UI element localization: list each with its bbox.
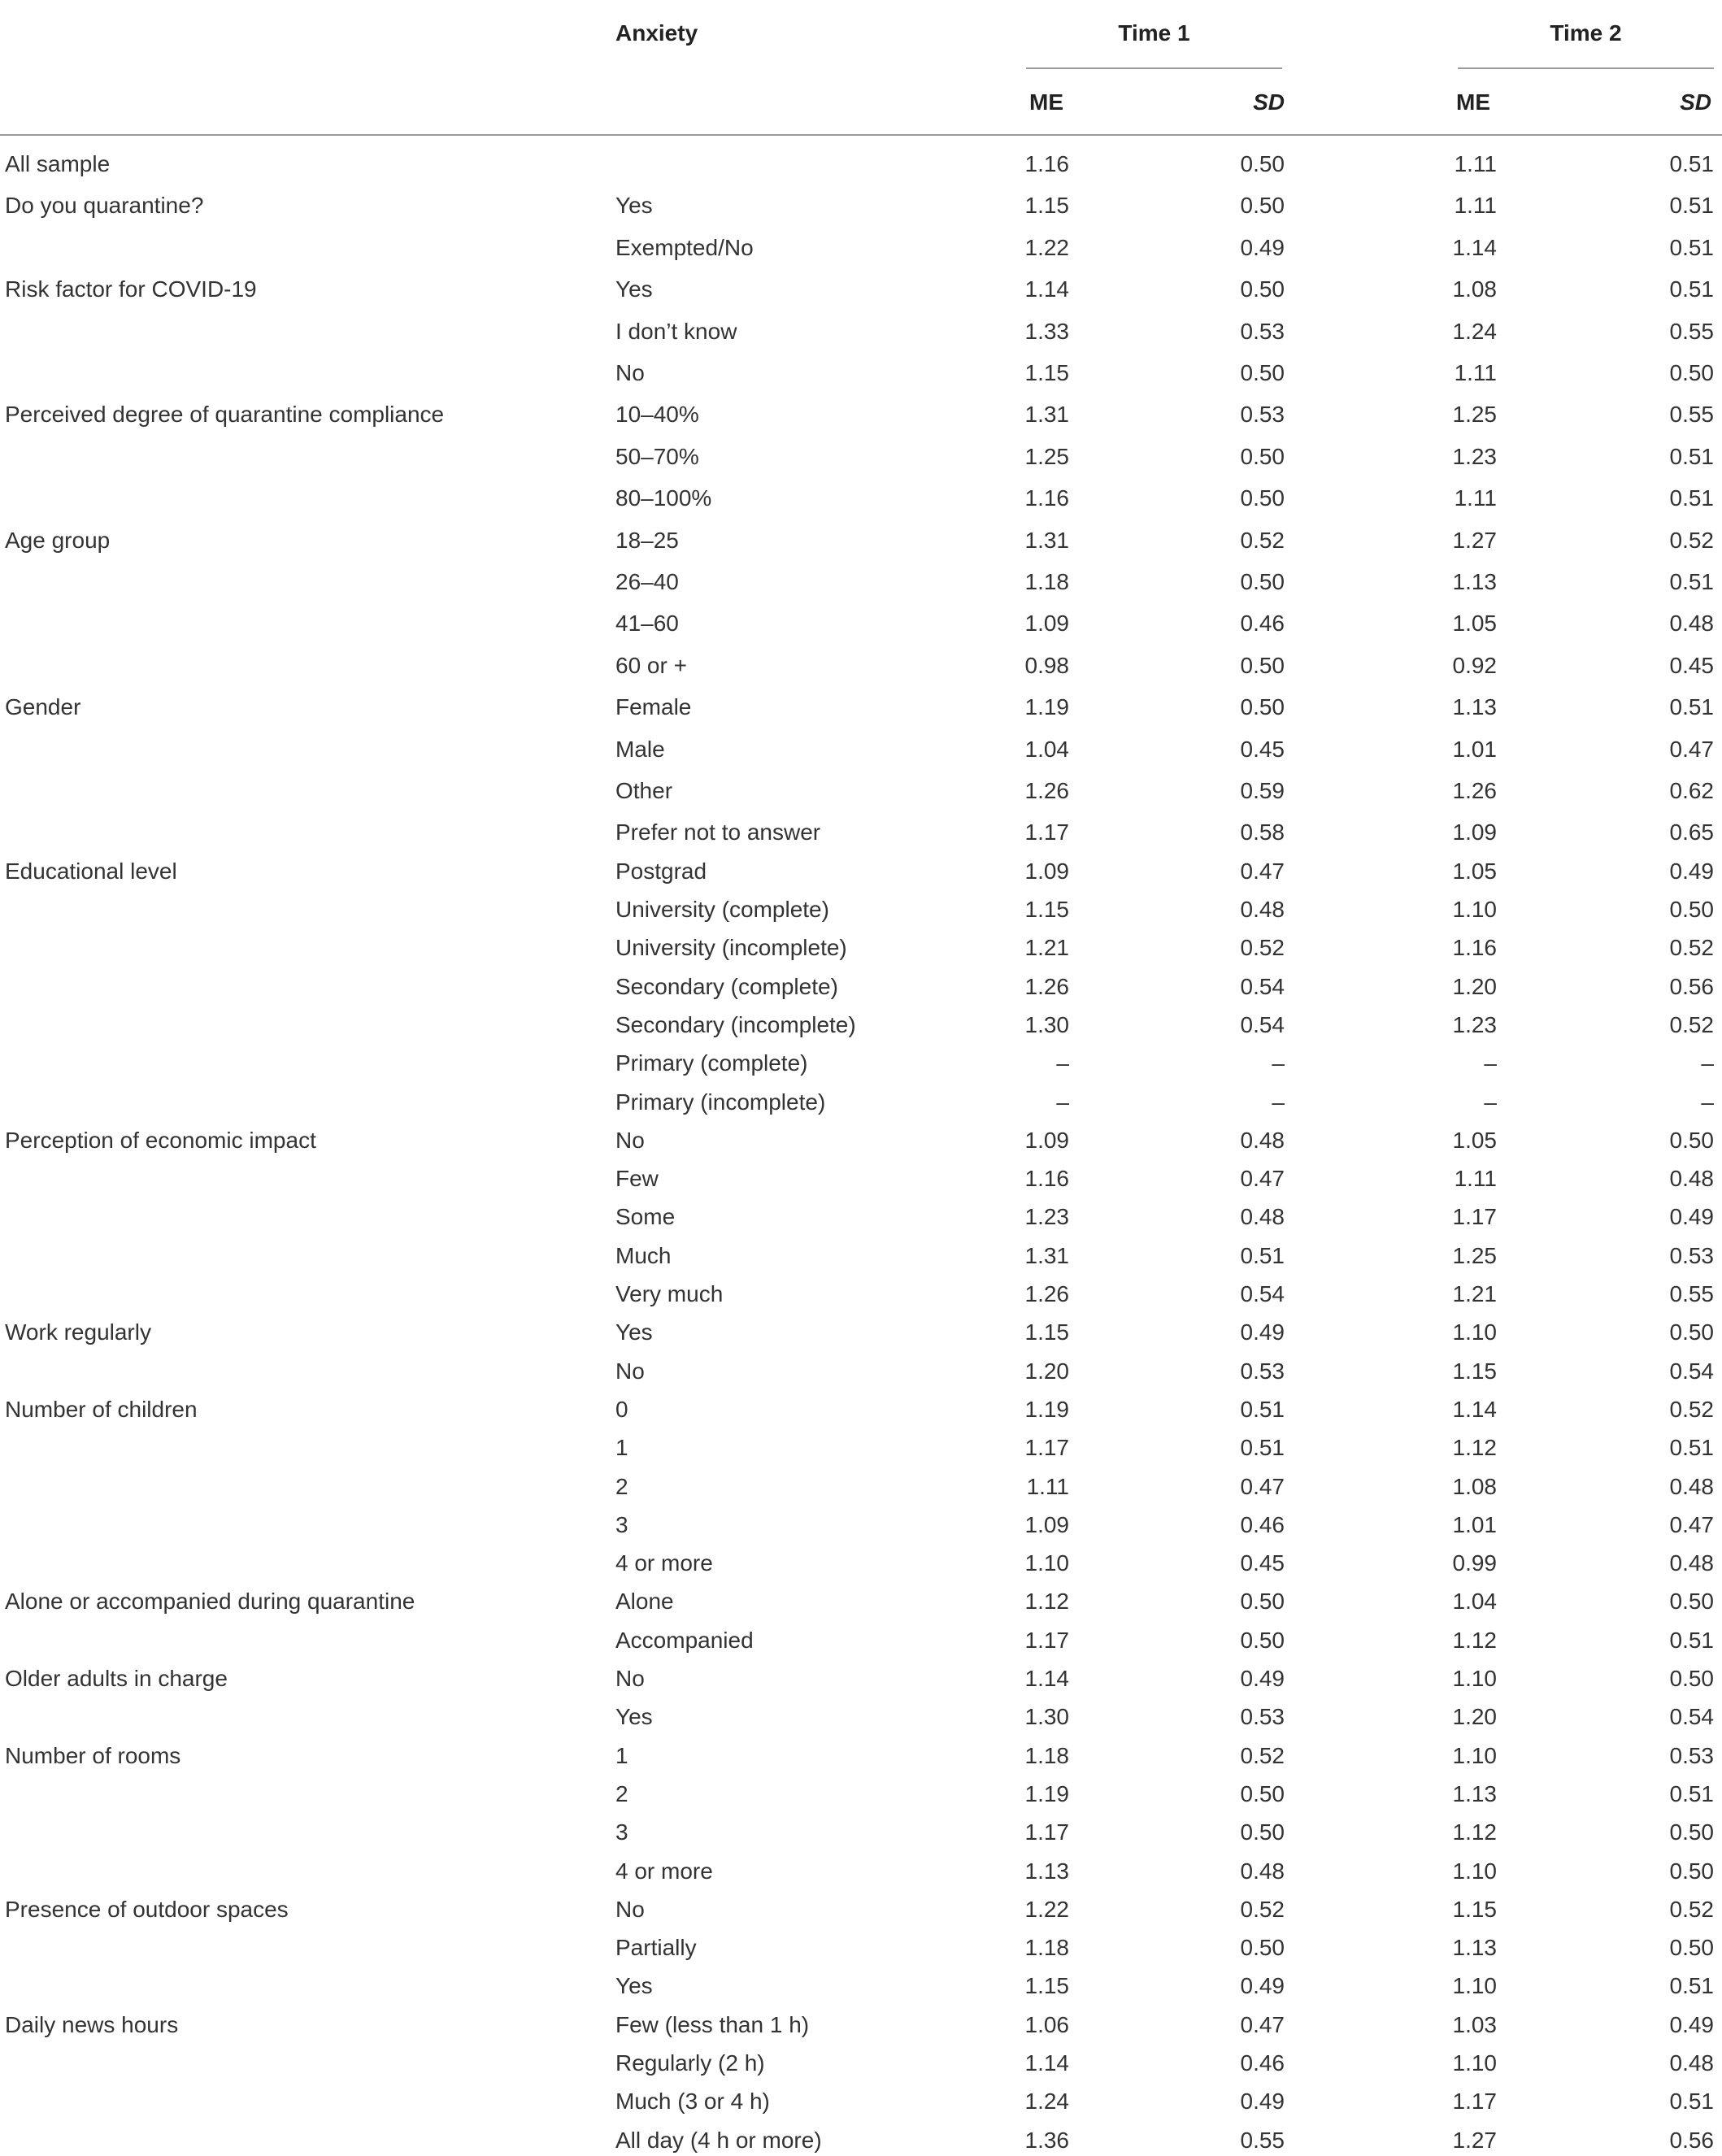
time1-me-cell: 1.19 [1024,694,1069,719]
time1-sd-cell: 0.51 [1240,1397,1285,1422]
time2-me-cell: 1.01 [1452,737,1497,762]
time2-me-cell: 1.17 [1452,1204,1497,1229]
time2-me-cell: 1.09 [1452,819,1497,845]
time1-sd-cell: 0.59 [1240,778,1285,803]
time1-sd-cell: 0.48 [1240,1858,1285,1884]
category-cell: No [615,360,645,385]
time1-me-cell: 1.06 [1024,2012,1069,2037]
variable-cell: Risk factor for COVID-19 [5,276,257,302]
time1-me-cell: 1.24 [1024,2089,1069,2114]
variable-cell: Older adults in charge [5,1666,228,1691]
category-cell: Female [615,694,692,719]
time1-me-cell: 1.17 [1024,819,1069,845]
time2-sd-cell: 0.50 [1669,1128,1714,1153]
time2-sd-cell: 0.53 [1669,1743,1714,1768]
time2-sd-cell: 0.49 [1669,2012,1714,2037]
time2-me-cell: 1.12 [1452,1628,1497,1653]
time1-sd-cell: 0.50 [1240,360,1285,385]
time1-sd-cell: 0.54 [1240,1281,1285,1306]
time2-sd-cell: 0.52 [1669,1897,1714,1922]
time1-me-cell: 1.15 [1024,897,1069,922]
category-cell: 10–40% [615,402,699,427]
time1-sd-cell: 0.50 [1240,569,1285,594]
time2-sd-cell: 0.48 [1669,1166,1714,1191]
time1-me-cell: 0.98 [1024,653,1069,678]
time1-me-cell: 1.14 [1024,276,1069,302]
time2-me-cell: 1.25 [1452,1243,1497,1268]
header-time1: Time 1 [1118,20,1190,46]
time1-me-cell: 1.31 [1024,528,1069,553]
time2-sd-cell: 0.55 [1669,319,1714,344]
variable-cell: Perception of economic impact [5,1128,316,1153]
time1-sd-cell: 0.53 [1240,1358,1285,1384]
category-cell: 1 [615,1743,628,1768]
time2-sd-cell: 0.65 [1669,819,1714,845]
category-cell: 80–100% [615,485,712,511]
time1-sd-cell: 0.58 [1240,819,1285,845]
header-time2-me: ME [1456,89,1490,115]
time1-me-cell: 1.23 [1024,1204,1069,1229]
time1-me-cell: 1.16 [1024,485,1069,511]
time1-sd-cell: 0.49 [1240,1666,1285,1691]
variable-cell: Educational level [5,858,177,884]
category-cell: Male [615,737,665,762]
time1-me-cell: 1.33 [1024,319,1069,344]
time2-me-cell: 1.11 [1454,151,1497,176]
time1-me-cell: 1.20 [1024,1358,1069,1384]
time2-underline [1458,67,1714,69]
time2-me-cell: 1.05 [1452,1128,1497,1153]
time1-sd-cell: 0.49 [1240,1973,1285,1998]
time1-sd-cell: 0.50 [1240,653,1285,678]
category-cell: 3 [615,1512,628,1537]
time1-sd-cell: 0.45 [1240,1550,1285,1576]
category-cell: Prefer not to answer [615,819,821,845]
time1-me-cell: – [1056,1089,1069,1115]
time1-me-cell: – [1056,1050,1069,1076]
time1-sd-cell: 0.50 [1240,444,1285,469]
category-cell: 0 [615,1397,628,1422]
time2-sd-cell: 0.50 [1669,360,1714,385]
category-cell: No [615,1128,645,1153]
time1-sd-cell: 0.53 [1240,1704,1285,1729]
category-cell: Primary (complete) [615,1050,808,1076]
category-cell: 41–60 [615,611,679,636]
time1-sd-cell: 0.46 [1240,1512,1285,1537]
variable-cell: Alone or accompanied during quarantine [5,1589,415,1614]
time1-me-cell: 1.16 [1024,151,1069,176]
time2-me-cell: 1.10 [1452,1858,1497,1884]
variable-cell: Number of rooms [5,1743,181,1768]
header-time2: Time 2 [1550,20,1622,46]
time2-me-cell: 1.12 [1452,1435,1497,1460]
time2-sd-cell: 0.50 [1669,1935,1714,1960]
variable-cell: Number of children [5,1397,198,1422]
time2-me-cell: 1.11 [1454,485,1497,511]
category-cell: 4 or more [615,1858,713,1884]
time2-me-cell: 1.10 [1452,897,1497,922]
category-cell: Yes [615,276,653,302]
time2-me-cell: 1.08 [1452,1474,1497,1499]
category-cell: Some [615,1204,676,1229]
time2-me-cell: 1.20 [1452,974,1497,999]
time2-sd-cell: 0.56 [1669,974,1714,999]
category-cell: 4 or more [615,1550,713,1576]
time2-me-cell: 1.15 [1452,1358,1497,1384]
time1-sd-cell: 0.52 [1240,935,1285,960]
time2-me-cell: 1.05 [1452,858,1497,884]
time1-me-cell: 1.22 [1024,235,1069,260]
time2-me-cell: 1.23 [1452,444,1497,469]
time1-me-cell: 1.14 [1024,2050,1069,2076]
time2-sd-cell: 0.62 [1669,778,1714,803]
time2-me-cell: 1.14 [1452,1397,1497,1422]
time1-me-cell: 1.14 [1024,1666,1069,1691]
time1-me-cell: 1.09 [1024,611,1069,636]
time2-sd-cell: 0.51 [1669,485,1714,511]
category-cell: 60 or + [615,653,687,678]
category-cell: University (complete) [615,897,829,922]
variable-cell: Work regularly [5,1319,151,1345]
time2-sd-cell: 0.55 [1669,402,1714,427]
time2-me-cell: 1.11 [1454,360,1497,385]
category-cell: Partially [615,1935,697,1960]
time2-me-cell: 1.11 [1454,1166,1497,1191]
time1-me-cell: 1.21 [1024,935,1069,960]
time2-me-cell: 1.25 [1452,402,1497,427]
time1-me-cell: 1.18 [1024,569,1069,594]
category-cell: 1 [615,1435,628,1460]
time2-sd-cell: 0.53 [1669,1243,1714,1268]
time1-sd-cell: 0.50 [1240,151,1285,176]
time1-sd-cell: 0.53 [1240,402,1285,427]
variable-cell: Daily news hours [5,2012,179,2037]
time2-sd-cell: 0.51 [1669,694,1714,719]
time2-me-cell: 1.05 [1452,611,1497,636]
time1-sd-cell: 0.52 [1240,1897,1285,1922]
time1-sd-cell: 0.48 [1240,1128,1285,1153]
time2-sd-cell: 0.51 [1669,235,1714,260]
time1-me-cell: 1.36 [1024,2128,1069,2153]
variable-cell: Do you quarantine? [5,193,204,218]
time2-sd-cell: 0.52 [1669,1397,1714,1422]
time2-sd-cell: 0.48 [1669,1550,1714,1576]
time2-sd-cell: 0.51 [1669,569,1714,594]
time2-me-cell: 1.10 [1452,1743,1497,1768]
time1-sd-cell: 0.50 [1240,1589,1285,1614]
time2-sd-cell: 0.54 [1669,1358,1714,1384]
time2-sd-cell: 0.51 [1669,1628,1714,1653]
time2-me-cell: 1.23 [1452,1012,1497,1037]
category-cell: Much [615,1243,672,1268]
time1-sd-cell: 0.50 [1240,193,1285,218]
time1-me-cell: 1.17 [1024,1819,1069,1845]
time2-sd-cell: 0.51 [1669,1435,1714,1460]
time2-me-cell: 1.10 [1452,1973,1497,1998]
category-cell: Yes [615,1704,653,1729]
time1-me-cell: 1.31 [1024,402,1069,427]
time1-me-cell: 1.12 [1024,1589,1069,1614]
time2-sd-cell: 0.50 [1669,1858,1714,1884]
category-cell: Yes [615,193,653,218]
time1-sd-cell: 0.46 [1240,2050,1285,2076]
time1-underline [1026,67,1282,69]
header-time2-sd: SD [1680,89,1711,115]
time2-me-cell: 1.01 [1452,1512,1497,1537]
time1-sd-cell: 0.47 [1240,2012,1285,2037]
time1-me-cell: 1.17 [1024,1435,1069,1460]
variable-cell: Gender [5,694,81,719]
time2-me-cell: – [1484,1050,1497,1076]
category-cell: 2 [615,1474,628,1499]
time1-sd-cell: 0.47 [1240,858,1285,884]
time1-me-cell: 1.26 [1024,778,1069,803]
category-cell: Very much [615,1281,724,1306]
time2-me-cell: 1.13 [1452,569,1497,594]
time2-sd-cell: 0.49 [1669,858,1714,884]
time1-sd-cell: 0.51 [1240,1243,1285,1268]
time2-me-cell: 1.24 [1452,319,1497,344]
time1-sd-cell: 0.50 [1240,1628,1285,1653]
time1-sd-cell: 0.45 [1240,737,1285,762]
category-cell: Exempted/No [615,235,754,260]
time1-sd-cell: 0.50 [1240,1935,1285,1960]
category-cell: No [615,1358,645,1384]
time1-me-cell: 1.09 [1024,858,1069,884]
category-cell: Postgrad [615,858,707,884]
category-cell: No [615,1666,645,1691]
variable-cell: All sample [5,151,111,176]
time1-me-cell: 1.15 [1024,1319,1069,1345]
time2-sd-cell: 0.50 [1669,1319,1714,1345]
category-cell: 2 [615,1781,628,1806]
time2-me-cell: 0.92 [1452,653,1497,678]
time1-me-cell: 1.09 [1024,1128,1069,1153]
time2-me-cell: 1.27 [1452,528,1497,553]
time2-sd-cell: 0.51 [1669,2089,1714,2114]
time2-sd-cell: – [1701,1089,1714,1115]
variable-cell: Presence of outdoor spaces [5,1897,289,1922]
variable-cell: Age group [5,528,111,553]
category-cell: Accompanied [615,1628,754,1653]
time2-sd-cell: 0.47 [1669,737,1714,762]
time1-me-cell: 1.25 [1024,444,1069,469]
category-cell: Much (3 or 4 h) [615,2089,770,2114]
header-anxiety: Anxiety [615,20,698,46]
time1-sd-cell: – [1272,1089,1285,1115]
time2-sd-cell: 0.51 [1669,1973,1714,1998]
time1-me-cell: 1.18 [1024,1743,1069,1768]
time2-sd-cell: 0.48 [1669,1474,1714,1499]
time1-me-cell: 1.11 [1026,1474,1069,1499]
time2-me-cell: 1.26 [1452,778,1497,803]
time1-sd-cell: 0.47 [1240,1166,1285,1191]
time2-sd-cell: 0.51 [1669,1781,1714,1806]
category-cell: Yes [615,1973,653,1998]
time1-sd-cell: 0.49 [1240,2089,1285,2114]
header-rule [0,134,1722,136]
time2-me-cell: – [1484,1089,1497,1115]
time2-sd-cell: 0.50 [1669,1819,1714,1845]
time1-me-cell: 1.19 [1024,1397,1069,1422]
category-cell: Secondary (incomplete) [615,1012,856,1037]
time2-me-cell: 1.10 [1452,2050,1497,2076]
time1-me-cell: 1.26 [1024,1281,1069,1306]
time1-me-cell: 1.17 [1024,1628,1069,1653]
time2-me-cell: 1.11 [1454,193,1497,218]
time2-sd-cell: 0.48 [1669,2050,1714,2076]
time2-sd-cell: 0.49 [1669,1204,1714,1229]
time2-sd-cell: 0.50 [1669,897,1714,922]
category-cell: Yes [615,1319,653,1345]
time2-sd-cell: 0.48 [1669,611,1714,636]
time1-sd-cell: 0.50 [1240,1819,1285,1845]
time2-sd-cell: 0.51 [1669,276,1714,302]
time2-me-cell: 1.21 [1452,1281,1497,1306]
time2-me-cell: 1.20 [1452,1704,1497,1729]
time1-sd-cell: 0.50 [1240,694,1285,719]
time1-me-cell: 1.15 [1024,193,1069,218]
time1-sd-cell: 0.47 [1240,1474,1285,1499]
time2-me-cell: 1.13 [1452,1935,1497,1960]
time2-me-cell: 1.04 [1452,1589,1497,1614]
time1-sd-cell: – [1272,1050,1285,1076]
time1-sd-cell: 0.48 [1240,1204,1285,1229]
time2-me-cell: 0.99 [1452,1550,1497,1576]
time1-sd-cell: 0.50 [1240,1781,1285,1806]
time2-me-cell: 1.10 [1452,1666,1497,1691]
time1-sd-cell: 0.48 [1240,897,1285,922]
time1-me-cell: 1.26 [1024,974,1069,999]
time2-me-cell: 1.10 [1452,1319,1497,1345]
category-cell: 18–25 [615,528,679,553]
time1-sd-cell: 0.52 [1240,1743,1285,1768]
time1-me-cell: 1.13 [1024,1858,1069,1884]
time1-sd-cell: 0.50 [1240,276,1285,302]
time1-sd-cell: 0.50 [1240,485,1285,511]
time1-sd-cell: 0.49 [1240,1319,1285,1345]
time2-sd-cell: 0.51 [1669,151,1714,176]
category-cell: 3 [615,1819,628,1845]
time1-me-cell: 1.16 [1024,1166,1069,1191]
time2-sd-cell: 0.51 [1669,444,1714,469]
time2-sd-cell: 0.52 [1669,1012,1714,1037]
category-cell: Few (less than 1 h) [615,2012,810,2037]
category-cell: I don’t know [615,319,737,344]
header-time1-sd: SD [1253,89,1285,115]
category-cell: Primary (incomplete) [615,1089,826,1115]
time2-me-cell: 1.13 [1452,1781,1497,1806]
time2-sd-cell: – [1701,1050,1714,1076]
time1-me-cell: 1.09 [1024,1512,1069,1537]
category-cell: Few [615,1166,659,1191]
time2-me-cell: 1.27 [1452,2128,1497,2153]
time1-sd-cell: 0.46 [1240,611,1285,636]
category-cell: Other [615,778,673,803]
time1-sd-cell: 0.55 [1240,2128,1285,2153]
category-cell: 50–70% [615,444,699,469]
time1-me-cell: 1.30 [1024,1704,1069,1729]
time2-me-cell: 1.16 [1452,935,1497,960]
time1-me-cell: 1.15 [1024,1973,1069,1998]
time1-me-cell: 1.15 [1024,360,1069,385]
category-cell: No [615,1897,645,1922]
time1-sd-cell: 0.53 [1240,319,1285,344]
category-cell: 26–40 [615,569,679,594]
category-cell: Alone [615,1589,674,1614]
time2-me-cell: 1.13 [1452,694,1497,719]
time1-sd-cell: 0.54 [1240,974,1285,999]
time2-sd-cell: 0.45 [1669,653,1714,678]
time1-sd-cell: 0.54 [1240,1012,1285,1037]
time1-sd-cell: 0.49 [1240,235,1285,260]
header-time1-me: ME [1029,89,1063,115]
time2-sd-cell: 0.52 [1669,935,1714,960]
time2-sd-cell: 0.50 [1669,1589,1714,1614]
time1-me-cell: 1.30 [1024,1012,1069,1037]
time1-me-cell: 1.18 [1024,1935,1069,1960]
time1-sd-cell: 0.51 [1240,1435,1285,1460]
time2-me-cell: 1.08 [1452,276,1497,302]
category-cell: All day (4 h or more) [615,2128,822,2153]
category-cell: Secondary (complete) [615,974,838,999]
time2-sd-cell: 0.55 [1669,1281,1714,1306]
time2-sd-cell: 0.52 [1669,528,1714,553]
time1-me-cell: 1.04 [1024,737,1069,762]
time1-me-cell: 1.19 [1024,1781,1069,1806]
time2-sd-cell: 0.47 [1669,1512,1714,1537]
time1-me-cell: 1.22 [1024,1897,1069,1922]
time2-me-cell: 1.17 [1452,2089,1497,2114]
time2-sd-cell: 0.50 [1669,1666,1714,1691]
variable-cell: Perceived degree of quarantine compliance [5,402,445,427]
category-cell: University (incomplete) [615,935,847,960]
time2-me-cell: 1.15 [1452,1897,1497,1922]
time2-me-cell: 1.03 [1452,2012,1497,2037]
time2-sd-cell: 0.54 [1669,1704,1714,1729]
time2-me-cell: 1.14 [1452,235,1497,260]
time1-sd-cell: 0.52 [1240,528,1285,553]
time1-me-cell: 1.31 [1024,1243,1069,1268]
time2-sd-cell: 0.56 [1669,2128,1714,2153]
category-cell: Regularly (2 h) [615,2050,765,2076]
time2-sd-cell: 0.51 [1669,193,1714,218]
time2-me-cell: 1.12 [1452,1819,1497,1845]
time1-me-cell: 1.10 [1024,1550,1069,1576]
